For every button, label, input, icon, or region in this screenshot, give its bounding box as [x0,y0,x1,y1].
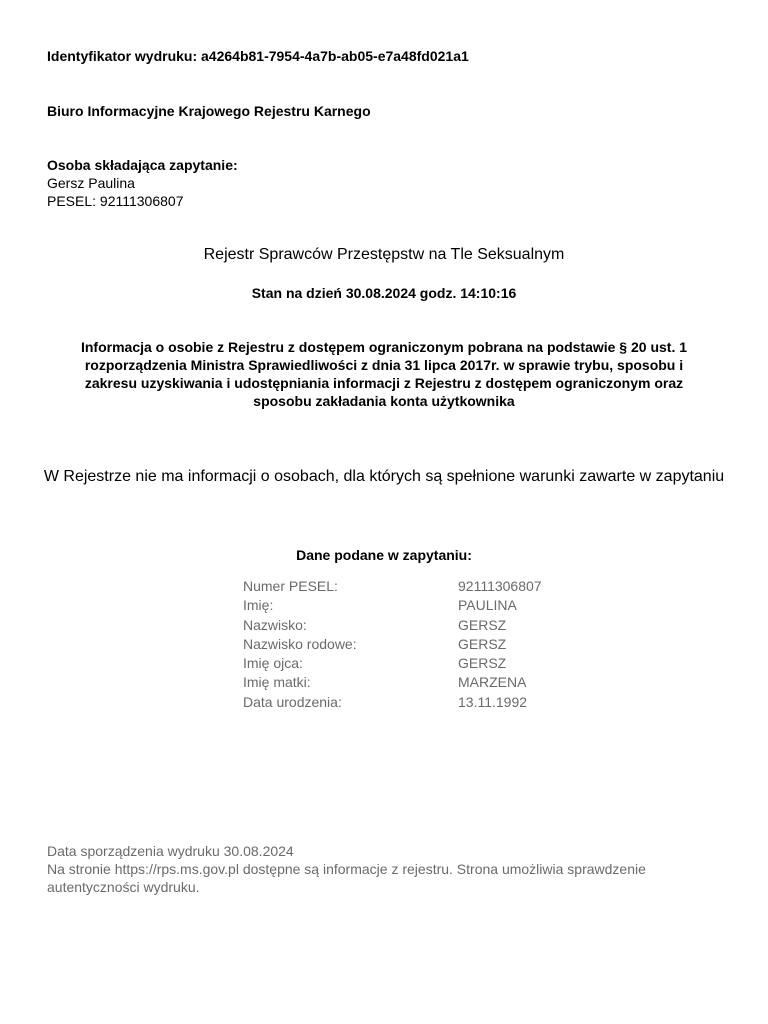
query-value: PAULINA [458,597,517,614]
requester-pesel: PESEL: 92111306807 [47,193,184,209]
query-row-last-name [243,617,583,636]
query-label: Numer PESEL: [243,578,338,594]
query-label: Imię ojca: [243,655,303,672]
footer [47,842,727,896]
print-date: Data sporządzenia wydruku 30.08.2024 [47,843,294,859]
query-value: GERSZ [458,655,507,672]
query-value: 13.11.1992 [458,693,528,710]
query-label: Data urodzenia: [243,693,342,710]
requester-block [47,156,238,210]
query-row-pesel [243,578,583,597]
query-row-father-name [243,655,583,674]
query-data-table [243,578,583,713]
query-result: W Rejestrze nie ma informacji o osobach, dla których są spełnione warunki zawarte w zapytaniu [43,468,725,485]
query-row-mother-name [243,674,583,693]
verification-note: Na stronie https://rps.ms.gov.pl dostępne są informacje z rejestru. Strona umożliwia sprawdzenie autentyczności wydruku. [47,861,646,895]
query-row-maiden-name [243,636,583,655]
requester-name: Gersz Paulina [47,175,135,191]
query-label: Nazwisko rodowe: [243,635,357,652]
query-row-first-name [243,597,583,616]
query-value: 92111306807 [458,578,542,594]
query-label: Nazwisko: [243,616,307,633]
query-value: GERSZ [458,616,507,633]
query-value: GERSZ [458,635,507,652]
document-title: Rejestr Sprawców Przestępstw na Tle Seksualnym [203,246,565,263]
print-identifier: Identyfikator wydruku: a4264b81-7954-4a7b-ab05-e7a48fd021a1 [47,48,469,64]
query-label: Imię matki: [243,674,311,691]
document-status: Stan na dzień 30.08.2024 godz. 14:10:16 [251,285,517,301]
bureau-name: Biuro Informacyjne Krajowego Rejestru Karnego [47,103,371,119]
query-label: Imię: [243,597,274,614]
query-row-birth-date [243,694,583,713]
query-value: MARZENA [458,674,527,691]
query-data-title: Dane podane w zapytaniu: [296,547,472,563]
requester-label: Osoba składająca zapytanie: [47,157,238,173]
legal-basis-info: Informacja o osobie z Rejestru z dostępem ograniczonym pobrana na podstawie § 20 ust. 1 rozporządzenia Ministra Sprawiedliwości z dnia 31 lipca 2017r. w sprawie trybu, sposobu i zakresu uzyskiwania i udostępniania informacji z Rejestru z dostępem ograniczonym oraz sposobu zakładania konta użytkownika [80,339,688,409]
